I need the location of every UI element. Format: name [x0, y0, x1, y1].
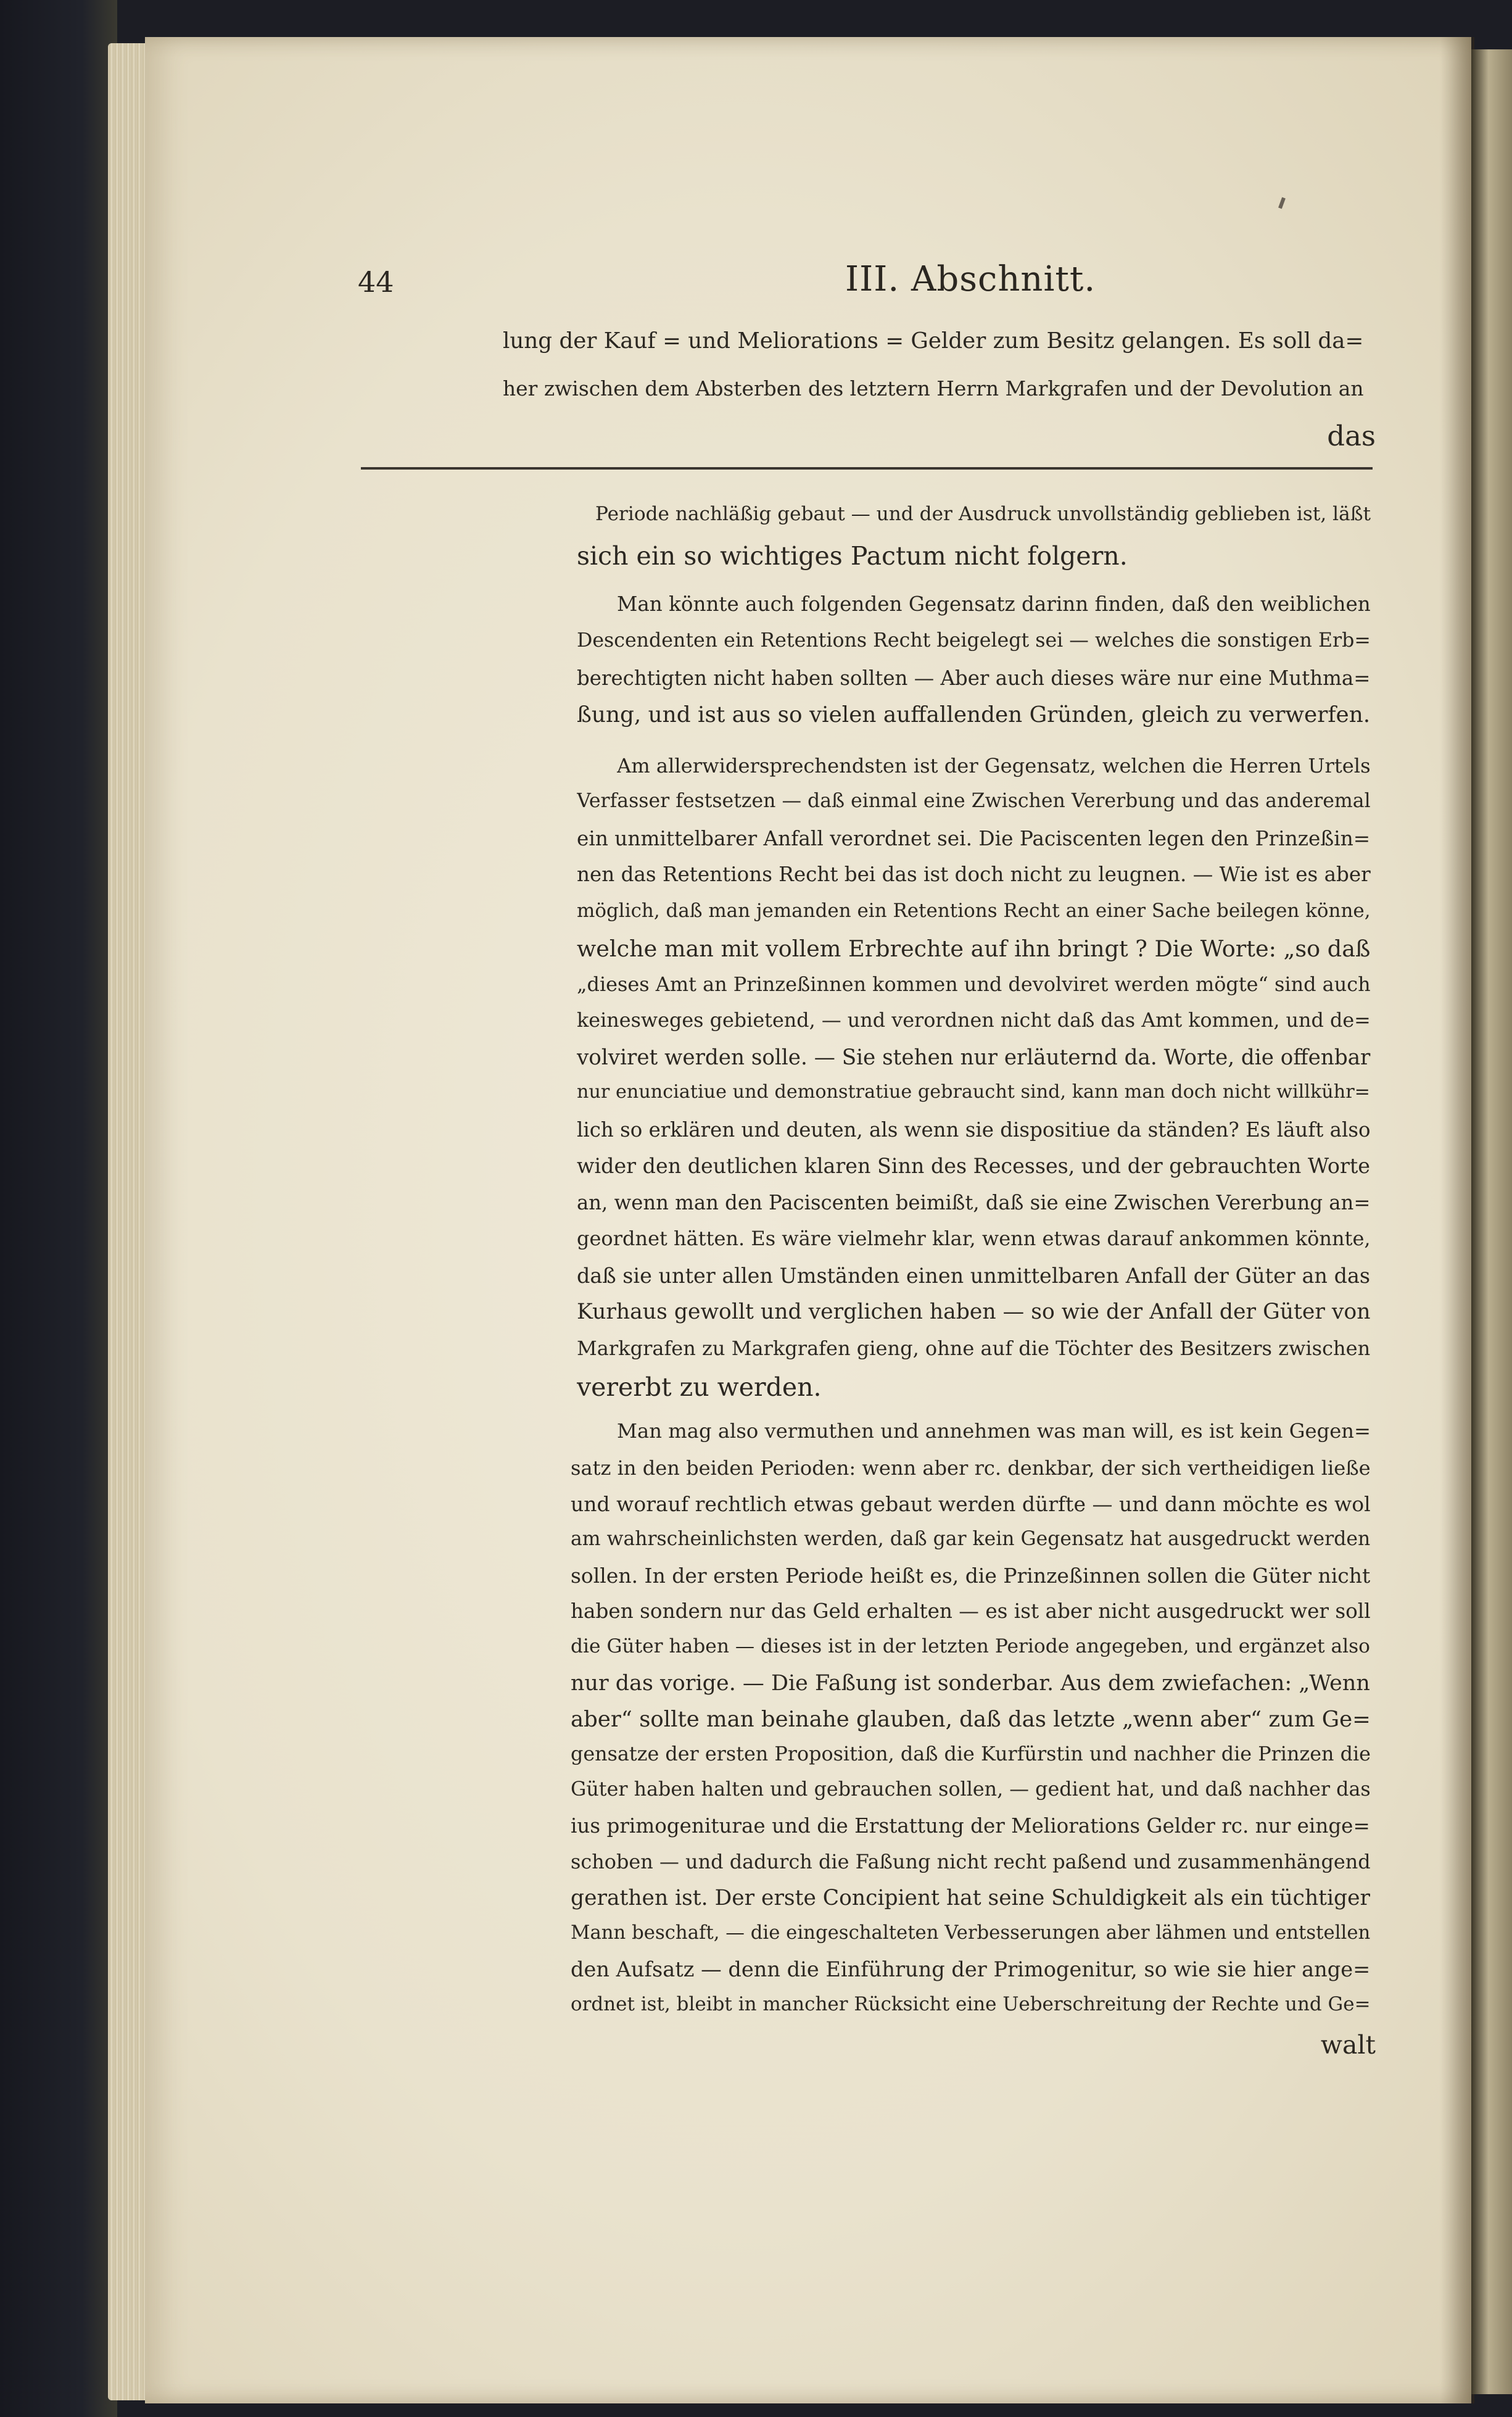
catchword: das — [1327, 420, 1376, 452]
footnote-line: den Aufsatz — denn die Einführung der Primogenitur, so wie sie hier ange= — [571, 1957, 1371, 1981]
footnote-line: schoben — und dadurch die Faßung nicht recht paßend und zusammenhängend — [571, 1850, 1371, 1873]
footnote-line: ius primogeniturae und die Erstattung der Meliorations Gelder rc. nur einge= — [571, 1814, 1370, 1838]
footnote-line: Mann beschaft, — die eingeschalteten Verbesserungen aber lähmen und entstellen — [571, 1922, 1371, 1944]
footnote-line: welche man mit vollem Erbrechte auf ihn bringt ? Die Worte: „so daß — [577, 935, 1371, 962]
footnote-line: Man mag also vermuthen und annehmen was man will, es ist kein Gegen= — [617, 1419, 1371, 1443]
footnote-line: ordnet ist, bleibt in mancher Rücksicht eine Ueberschreitung der Rechte und Ge= — [571, 1993, 1371, 2015]
footnote-line: „dieses Amt an Prinzeßinnen kommen und devolviret werden mögte“ sind auch — [577, 972, 1371, 996]
footnote-line: keinesweges gebietend, — und verordnen nicht daß das Amt kommen, und de= — [577, 1008, 1371, 1032]
footnote-line: Kurhaus gewollt und verglichen haben — so wie der Anfall der Güter von — [577, 1300, 1371, 1324]
footnote-line: haben sondern nur das Geld erhalten — es ist aber nicht ausgedruckt wer soll — [571, 1599, 1371, 1623]
catchword: walt — [1320, 2030, 1376, 2060]
footnote-line: Periode nachläßig gebaut — und der Ausdruck unvollständig geblieben ist, läßt — [595, 503, 1371, 525]
footnote-line: Güter haben halten und gebrauchen sollen, — gedient hat, und daß nachher das — [571, 1778, 1371, 1801]
main-text-line: lung der Kauf = und Meliorations = Gelder zum Besitz gelangen. Es soll da= — [503, 328, 1364, 354]
adjacent-page-edge — [1471, 49, 1512, 2394]
footnote-line: vererbt zu werden. — [577, 1372, 822, 1402]
footnote-line: Markgrafen zu Markgrafen gieng, ohne auf die Töchter des Besitzers zwischen — [577, 1337, 1371, 1360]
footnote-line: sollen. In der ersten Periode heißt es, die Prinzeßinnen sollen die Güter nicht — [571, 1564, 1371, 1588]
footnote-line: lich so erklären und deuten, als wenn sie dispositiue da ständen? Es läuft also — [577, 1118, 1371, 1142]
footnote-line: gerathen ist. Der erste Concipient hat seine Schuldigkeit als ein tüchtiger — [571, 1886, 1370, 1910]
footnote-line: gensatze der ersten Proposition, daß die Kurfürstin und nachher die Prinzen die — [571, 1743, 1371, 1765]
footnote-line: berechtigten nicht haben sollten — Aber auch dieses wäre nur eine Muthma= — [577, 666, 1371, 690]
page-number: 44 — [358, 265, 394, 299]
footnote-line: volviret werden solle. — Sie stehen nur erläuternd da. Worte, die offenbar — [577, 1045, 1371, 1070]
footnote-line: Man könnte auch folgenden Gegensatz darinn finden, daß den weiblichen — [617, 592, 1371, 616]
footnote-line: Verfasser festsetzen — daß einmal eine Zwischen Vererbung und das anderemal — [577, 790, 1371, 812]
footnote-line: satz in den beiden Perioden: wenn aber rc. denkbar, der sich vertheidigen ließe — [571, 1456, 1371, 1480]
scan-background — [0, 0, 117, 2417]
footnote-line: und worauf rechtlich etwas gebaut werden dürfte — und dann möchte es wol — [571, 1492, 1371, 1516]
footnote-line: die Güter haben — dieses ist in der letzten Periode angegeben, und ergänzet also — [571, 1635, 1370, 1657]
footnote-line: sich ein so wichtiges Pactum nicht folgern. — [577, 541, 1128, 571]
running-head: III. Abschnitt. — [845, 259, 1096, 299]
footnote-line: wider den deutlichen klaren Sinn des Recesses, und der gebrauchten Worte — [577, 1154, 1370, 1178]
footnote-line: Descendenten ein Retentions Recht beigelegt sei — welches die sonstigen Erb= — [577, 629, 1371, 652]
footnote-rule — [361, 467, 1373, 470]
footnote-line: daß sie unter allen Umständen einen unmittelbaren Anfall der Güter an das — [577, 1264, 1371, 1288]
footnote-line: an, wenn man den Paciscenten beimißt, daß sie eine Zwischen Vererbung an= — [577, 1191, 1371, 1214]
main-text-line: her zwischen dem Absterben des letztern Herrn Markgrafen und der Devolution an — [503, 376, 1364, 400]
footnote-line: ein unmittelbarer Anfall verordnet sei. Die Paciscenten legen den Prinzeßin= — [577, 827, 1371, 850]
footnote-line: möglich, daß man jemanden ein Retentions Recht an einer Sache beilegen könne, — [577, 900, 1371, 922]
footnote-line: nur enunciatiue und demonstratiue gebraucht sind, kann man doch nicht willkühr= — [577, 1081, 1370, 1103]
footnote-line: nen das Retentions Recht bei das ist doch nicht zu leugnen. — Wie ist es aber — [577, 863, 1371, 886]
footnote-line: nur das vorige. — Die Faßung ist sonderbar. Aus dem zwiefachen: „Wenn — [571, 1671, 1370, 1696]
footnote-line: aber“ sollte man beinahe glauben, daß das letzte „wenn aber“ zum Ge= — [571, 1707, 1371, 1732]
footnote-line: geordnet hätten. Es wäre vielmehr klar, wenn etwas darauf ankommen könnte, — [577, 1227, 1371, 1250]
footnote-line: ßung, und ist aus so vielen auffallenden Gründen, gleich zu verwerfen. — [577, 702, 1371, 728]
page-gutter-shadow — [1440, 37, 1474, 2403]
page-header — [0, 259, 1512, 302]
footnote-line: Am allerwidersprechendsten ist der Gegensatz, welchen die Herren Urtels — [617, 754, 1371, 777]
footnote-line: am wahrscheinlichsten werden, daß gar kein Gegensatz hat ausgedruckt werden — [571, 1528, 1371, 1550]
